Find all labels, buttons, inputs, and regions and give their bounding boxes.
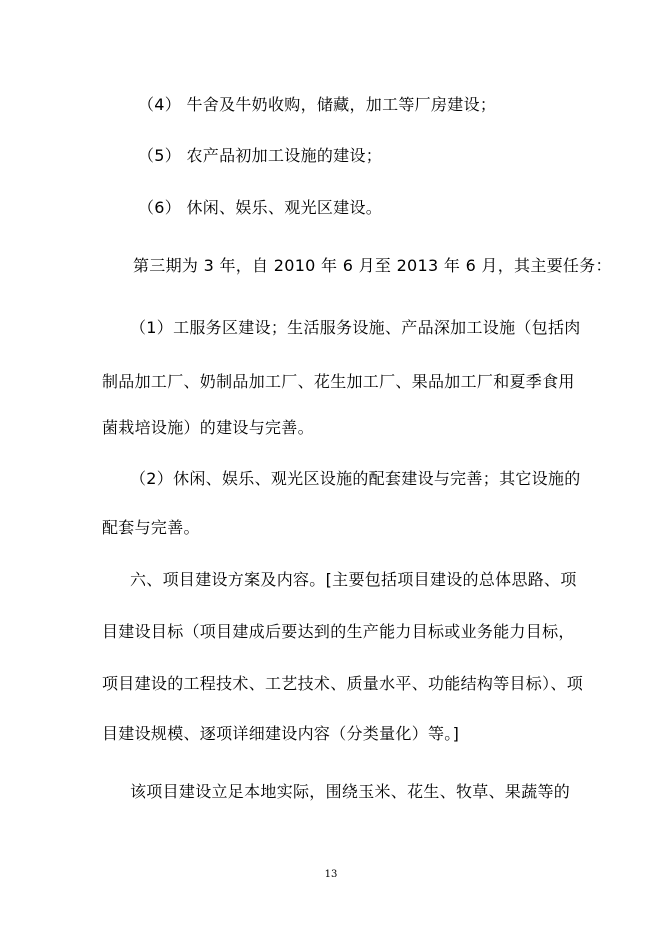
list-item-4: （4） 牛舍及牛奶收购，储藏，加工等厂房建设；	[138, 95, 497, 114]
paragraph-line: （2）休闲、娱乐、观光区设施的配套建设与完善；其它设施的	[130, 469, 581, 488]
paragraph-line: 菌栽培设施）的建设与完善。	[102, 418, 314, 437]
paragraph-line: （1）工服务区建设；生活服务设施、产品深加工设施（包括肉	[130, 318, 581, 337]
list-item-5: （5） 农产品初加工设施的建设；	[138, 146, 383, 165]
paragraph-line: 项目建设的工程技术、工艺技术、质量水平、功能结构等目标）、项	[102, 674, 584, 693]
phase-three-line: 第三期为 3 年，自 2010 年 6 月至 2013 年 6 月，其主要任务：	[133, 256, 612, 275]
section-heading: 六、项目建设方案及内容。[主要包括项目建设的总体思路、项	[130, 570, 577, 589]
paragraph-line: 制品加工厂、奶制品加工厂、花生加工厂、果品加工厂和夏季食用	[102, 372, 575, 391]
list-item-6: （6） 休闲、娱乐、观光区建设。	[138, 198, 383, 217]
paragraph-line: 该项目建设立足本地实际，围绕玉米、花生、牧草、果蔬等的	[130, 782, 571, 801]
paragraph-line: 目建设规模、逐项详细建设内容（分类量化）等。]	[102, 724, 460, 743]
paragraph-line: 目建设目标（项目建成后要达到的生产能力目标或业务能力目标，	[102, 622, 575, 641]
paragraph-line: 配套与完善。	[102, 518, 200, 537]
page-number: 13	[324, 869, 338, 880]
